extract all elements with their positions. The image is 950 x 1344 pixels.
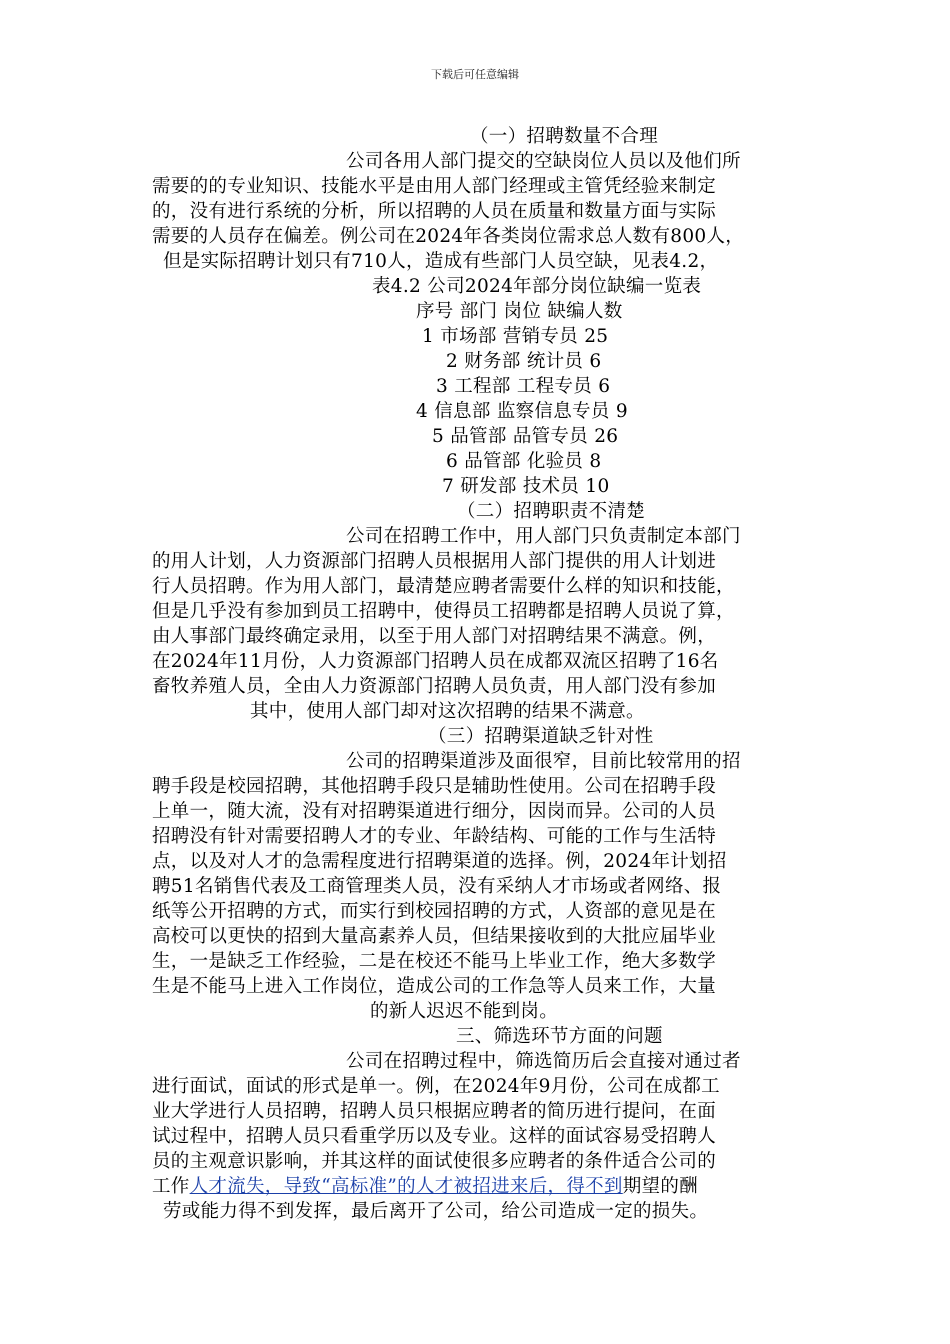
- paragraph-line: 生是不能马上进入工作岗位，造成公司的工作急等人员来工作，大量: [152, 976, 717, 997]
- paragraph-line: 的新人迟迟不能到岗。: [370, 1001, 559, 1022]
- paragraph-line: 畜牧养殖人员，全由人力资源部门招聘人员负责，用人部门没有参加: [152, 676, 717, 697]
- table-row: 4 信息部 监察信息专员 9: [416, 401, 628, 422]
- table-row: 6 品管部 化验员 8: [446, 451, 602, 472]
- table-row: 3 工程部 工程专员 6: [436, 376, 611, 397]
- section-heading: （二）招聘职责不清楚: [457, 501, 646, 522]
- paragraph-line: 在2024年11月份，人力资源部门招聘人员在成都双流区招聘了16名: [152, 651, 719, 672]
- section-heading: 三、筛选环节方面的问题: [456, 1026, 663, 1047]
- paragraph-line: 纸等公开招聘的方式，而实行到校园招聘的方式，人资部的意见是在: [152, 901, 717, 922]
- section-heading: （三）招聘渠道缺乏针对性: [428, 726, 654, 747]
- paragraph-line: 点，以及对人才的急需程度进行招聘渠道的选择。例，2024年计划招: [152, 851, 727, 872]
- paragraph-line: 招聘没有针对需要招聘人才的专业、年龄结构、可能的工作与生活特: [152, 826, 717, 847]
- paragraph-line: 进行面试，面试的形式是单一。例，在2024年9月份，公司在成都工: [152, 1076, 720, 1097]
- paragraph-line: 高校可以更快的招到大量高素养人员，但结果接收到的大批应届毕业: [152, 926, 717, 947]
- paragraph-line: 公司在招聘工作中，用人部门只负责制定本部门: [346, 526, 741, 547]
- paragraph-line: 需要的人员存在偏差。例公司在2024年各类岗位需求总人数有800人，: [152, 226, 745, 247]
- paragraph-line: 员的主观意识影响，并其这样的面试使很多应聘者的条件适合公司的: [152, 1151, 717, 1172]
- paragraph-line: 生，一是缺乏工作经验，二是在校还不能马上毕业工作，绝大多数学: [152, 951, 717, 972]
- paragraph-line: 劳或能力得不到发挥，最后离开了公司，给公司造成一定的损失。: [163, 1201, 709, 1222]
- paragraph-line: 由人事部门最终确定录用，以至于用人部门对招聘结果不满意。例，: [152, 626, 717, 647]
- table-row: 1 市场部 营销专员 25: [422, 326, 609, 347]
- paragraph-line: 的用人计划，人力资源部门招聘人员根据用人部门提供的用人计划进: [152, 551, 717, 572]
- paragraph-line: 业大学进行人员招聘，招聘人员只根据应聘者的简历进行提问，在面: [152, 1101, 717, 1122]
- paragraph-line: 公司的招聘渠道涉及面很窄，目前比较常用的招: [346, 751, 741, 772]
- link-line-after: 期望的酬: [622, 1176, 698, 1197]
- table-row: 7 研发部 技术员 10: [442, 476, 610, 497]
- paragraph-line: 需要的的专业知识、技能水平是由用人部门经理或主管凭经验来制定: [152, 176, 717, 197]
- hyperlink[interactable]: 人才流失，导致“高标准”的人才被招进来后，得不到: [189, 1176, 623, 1197]
- paragraph-line: 上单一，随大流，没有对招聘渠道进行细分，因岗而异。公司的人员: [152, 801, 717, 822]
- link-line-before: 工作: [152, 1176, 190, 1197]
- paragraph-line: 聘手段是校园招聘，其他招聘手段只是辅助性使用。公司在招聘手段: [152, 776, 717, 797]
- paragraph-line: 但是实际招聘计划只有710人，造成有些部门人员空缺，见表4.2，: [163, 251, 719, 272]
- paragraph-line: 的，没有进行系统的分析，所以招聘的人员在质量和数量方面与实际: [152, 201, 717, 222]
- paragraph-line: 聘51名销售代表及工商管理类人员，没有采纳人才市场或者网络、报: [152, 876, 722, 897]
- paragraph-line-with-link: [152, 1174, 698, 1199]
- paragraph-line: 公司在招聘过程中，筛选简历后会直接对通过者: [346, 1051, 741, 1072]
- table-caption: 表4.2 公司2024年部分岗位缺编一览表: [372, 276, 702, 297]
- table-row: 5 品管部 品管专员 26: [432, 426, 619, 447]
- paragraph-line: 行人员招聘。作为用人部门，最清楚应聘者需要什么样的知识和技能，: [152, 576, 735, 597]
- paragraph-line: 其中，使用人部门却对这次招聘的结果不满意。: [250, 701, 645, 722]
- paragraph-line: 但是几乎没有参加到员工招聘中，使得员工招聘都是招聘人员说了算，: [152, 601, 735, 622]
- paragraph-line: 公司各用人部门提交的空缺岗位人员以及他们所: [346, 151, 741, 172]
- table-header-row: 序号 部门 岗位 缺编人数: [416, 301, 623, 322]
- table-row: 2 财务部 统计员 6: [446, 351, 602, 372]
- paragraph-line: 试过程中，招聘人员只看重学历以及专业。这样的面试容易受招聘人: [152, 1126, 717, 1147]
- section-heading: （一）招聘数量不合理: [470, 126, 659, 147]
- page-header: 下载后可任意编辑: [431, 68, 519, 81]
